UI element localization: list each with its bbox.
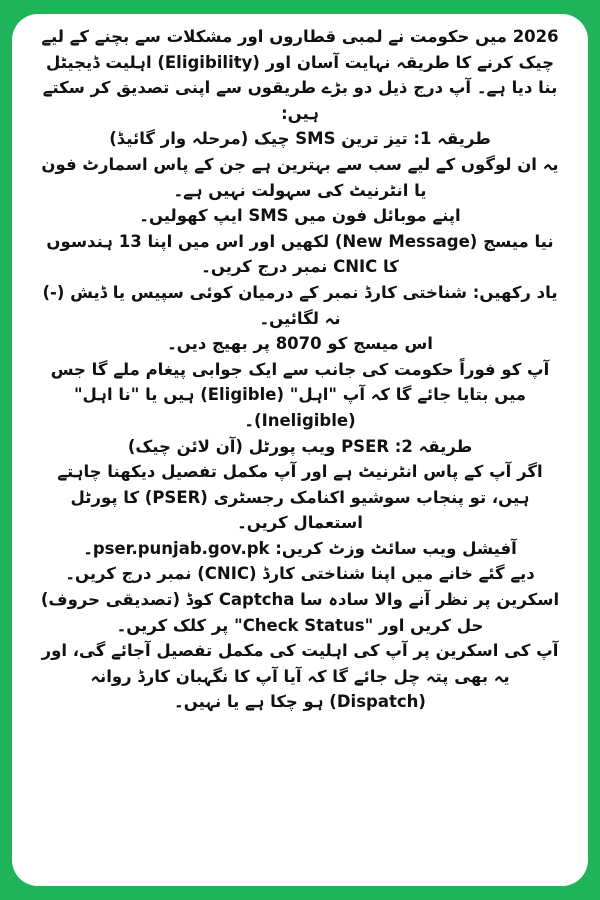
step-new-message: نیا میسج (New Message) لکھیں اور اس میں اپنا 13 ہندسوں کا CNIC نمبر درج کریں۔ — [46, 231, 554, 277]
step-captcha: اسکرین پر نظر آنے والا سادہ سا Captcha کوڈ (تصدیقی حروف) حل کریں اور "Check Status" پر کلک کریں۔ — [40, 590, 560, 635]
step-enter-cnic: دیے گئے خانے میں اپنا شناختی کارڈ (CNIC) نمبر درج کریں۔ — [65, 564, 535, 584]
intro-paragraph: 2026 میں حکومت نے لمبی قطاروں اور مشکلات سے بچنے کے لیے چیک کرنے کا طریقہ نہایت آسان اور (Eligibility) اہلیت ڈیجیٹل بنا دیا ہے۔ آپ درج ذیل دو بڑے طریقوں سے اپنی تصدیق کر سکتے ہیں: — [41, 27, 559, 123]
reply-info: آپ کو فوراً حکومت کی جانب سے ایک جوابی پیغام ملے گا جس میں بتایا جائے گا کہ آپ "اہل" (Eligible) ہیں یا "نا اہل" (Ineligible)۔ — [50, 359, 550, 430]
method-1-description: یہ ان لوگوں کے لیے سب سے بہترین ہے جن کے پاس اسمارٹ فون یا انٹرنیٹ کی سہولت نہیں ہے۔ — [41, 154, 559, 200]
method-1-heading: طریقہ 1: تیز ترین SMS چیک (مرحلہ وار گائیڈ) — [109, 129, 491, 149]
method-2-heading: طریقہ 2: PSER ویب پورٹل (آن لائن چیک) — [127, 436, 473, 456]
step-send-8070: اس میسج کو 8070 پر بھیج دیں۔ — [167, 334, 433, 354]
method-2-description: اگر آپ کے پاس انٹرنیٹ ہے اور آپ مکمل تفصیل دیکھنا چاہتے ہیں، تو پنجاب سوشیو اکنامک رجسٹری (PSER) کا پورٹل استعمال کریں۔ — [57, 462, 543, 533]
article-body — [40, 24, 560, 715]
step-visit-website: آفیشل ویب سائٹ وزٹ کریں: pser.punjab.gov.pk۔ — [83, 538, 517, 558]
article-card — [12, 14, 588, 886]
note-no-dash: یاد رکھیں: شناختی کارڈ نمبر کے درمیان کوئی سپیس یا ڈیش (-) نہ لگائیں۔ — [42, 282, 558, 328]
step-open-sms: اپنے موبائل فون میں SMS ایپ کھولیں۔ — [139, 206, 461, 226]
result-info: آپ کی اسکرین پر آپ کی اہلیت کی مکمل تفصیل آجائے گی، اور یہ بھی پتہ چل جائے گا کہ آیا آپ کا نگہبان کارڈ روانہ (Dispatch) ہو چکا ہے یا نہیں۔ — [41, 641, 559, 712]
